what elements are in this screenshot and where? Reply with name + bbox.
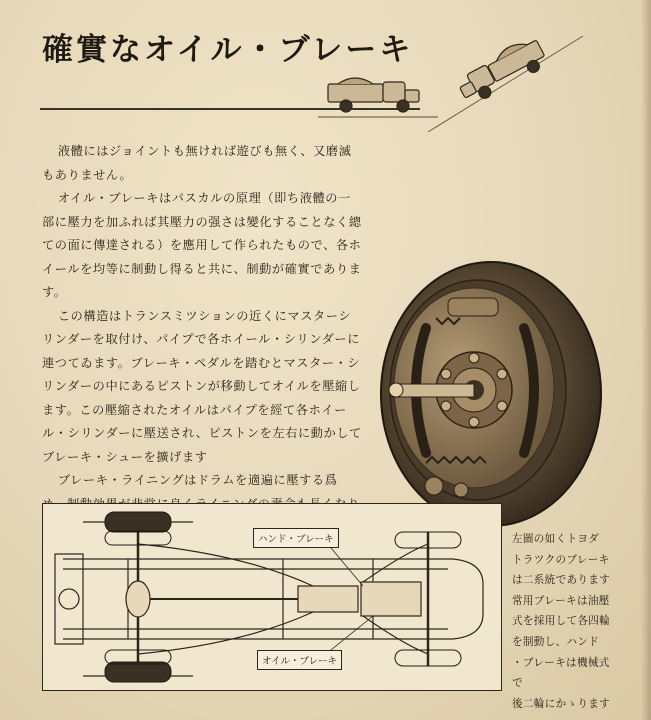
brake-drum-illustration <box>366 258 606 530</box>
wheel-cylinder <box>448 298 498 316</box>
caption-line: ・ブレーキは機械式で <box>512 656 610 690</box>
page-title: 確實なオイル・ブレーキ <box>42 32 414 68</box>
caption-line: トラツクのブレーキ <box>512 553 610 566</box>
oil-brake-label: オイル・ブレーキ <box>257 650 342 670</box>
caption-line: 左圖の如くトヨダ <box>512 533 600 545</box>
paragraph-2: オイル・ブレーキはパスカルの原理（即ち液體の一部に壓力を加ふれば其壓力の强さは變化することなく總ての面に傳達される）を應用して作られたもので、各ホイールを均等に制動し得ると共に、制動が確實であります。 <box>42 191 362 299</box>
hand-brake-label: ハンド・ブレーキ <box>253 528 339 548</box>
paragraph-1: 液體にはジョイントも無ければ遊びも無く、又磨滅もありません。 <box>42 144 352 182</box>
rear-left-wheel <box>105 512 171 532</box>
paragraph-4: ブレーキ・ライニングはドラムを適遍に壓する爲 <box>57 473 338 487</box>
page-edge-shadow <box>641 0 651 720</box>
caption-line: を制動し、ハンド <box>512 635 600 648</box>
paragraph-3: この構造はトランスミツションの近くにマスターシリンダーを取付け、パイプで各ホイール・シリンダーに連つてゐます。ブレーキ・ペダルを踏むとマスター・シリンダーの中にあるピストンが移動してオイルを壓縮します。この壓縮されたオイルはパイプを經て各ホイール・シリンダーに壓送され、ピストンを左右に動かしてブレーキ・シューを擴げます <box>42 308 362 464</box>
rear-right-wheel <box>105 662 171 682</box>
caption-line: 常用ブレーキは油壓 <box>512 594 610 607</box>
caption-line: 後二輪にかゝります <box>512 697 611 710</box>
chassis-diagram-frame <box>42 503 502 691</box>
uphill-truck-icon <box>454 34 550 107</box>
diagram-caption <box>512 529 616 714</box>
caption-line: は二系統であります <box>512 574 611 587</box>
body-text <box>42 140 362 540</box>
trucks-illustration <box>318 22 588 137</box>
caption-line: 式を採用して各四輪 <box>512 615 611 628</box>
flat-truck-icon <box>328 78 419 112</box>
